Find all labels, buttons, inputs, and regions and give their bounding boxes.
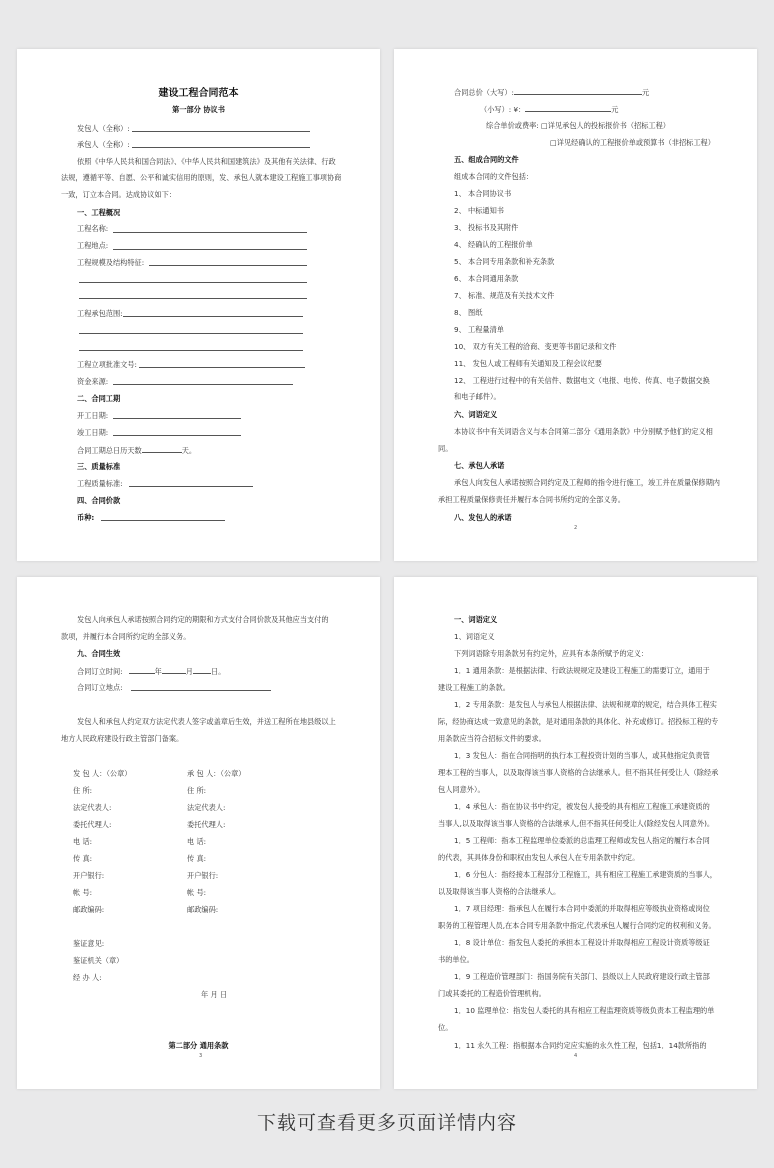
clause-line: 1．6 分包人：指经接本工程部分工程施工，具有相应工程施工承建资质的当事人， [454, 870, 717, 879]
verification-field: 经 办 人: [73, 973, 102, 982]
doc-item: 12、 工程进行过程中的有关信件、数据电文（电报、电传、传真、电子数据交换 [454, 376, 710, 385]
section-heading: 三、质量标准 [77, 462, 121, 471]
clause-line: 包人同意外）。 [438, 785, 485, 794]
blank-line [101, 520, 225, 521]
duration-suffix: 天。 [181, 446, 197, 455]
clause-line: 位。 [438, 1023, 453, 1032]
sign-date-label: 合同订立时间: [77, 667, 123, 676]
document-page-4 [394, 577, 757, 1089]
doc-item: 11、 发包人或工程师有关通知及工程会议纪要 [454, 359, 602, 368]
clause-line: 1．9 工程造价管理部门：指国务院有关部门、县级以上人民政府建设行政主管部 [454, 972, 710, 981]
contractor-label: 承包人（全称）: [77, 140, 130, 149]
signature-field: 电 话: [73, 837, 93, 846]
signature-field: 法定代表人: [73, 803, 112, 812]
document-page-1 [17, 49, 380, 561]
document-page-3 [17, 577, 380, 1089]
signature-field: 承 包 人：（公章） [187, 769, 246, 778]
doc-item: 5、 本合同专用条款和补充条款 [454, 257, 555, 266]
project-scope-label: 工程承包范围: [77, 309, 123, 318]
blank-line [113, 435, 241, 436]
signature-field: 委托代理人: [73, 820, 112, 829]
paragraph-line: 承包人向发包人承诺按照合同约定及工程师的指令进行施工，竣工并在质量保修期内 [454, 478, 720, 487]
signature-field: 法定代表人: [187, 803, 226, 812]
sign-place-label: 合同订立地点: [77, 683, 123, 692]
duration-prefix: 合同工期总日历天数 [77, 446, 142, 455]
page-title: 建设工程合同范本 [158, 88, 239, 99]
clause-line: 1．10 监理单位：指发包人委托的具有相应工程监理资质等级负责本工程监理的单 [454, 1006, 715, 1015]
intro-line: 一致，订立本合同。达成协议如下： [61, 190, 177, 199]
section-heading: 七、承包人承诺 [454, 461, 505, 470]
signature-field: 开户银行: [73, 871, 105, 880]
blank-line [113, 249, 307, 250]
total-price-upper [454, 87, 649, 97]
clause-line: 的代表，其具体身份和职权由发包人承包人在专用条款中约定。 [438, 853, 640, 862]
signature-field: 发 包 人：（公章） [73, 769, 132, 778]
blank-line [79, 282, 307, 283]
blank-line [142, 445, 182, 453]
signature-field: 传 真: [187, 854, 207, 863]
currency-label: 币种: [77, 513, 95, 522]
blank-line [139, 367, 305, 368]
rate-option: 综合单价或费率: □详见承包人的投标报价书（招标工程） [486, 121, 670, 130]
verification-date: 年 月 日 [201, 990, 228, 999]
doc-item: 3、 投标书及其附件 [454, 223, 519, 232]
signature-field: 开户银行: [187, 871, 219, 880]
blank-line [113, 232, 307, 233]
page-number: 4 [574, 1053, 578, 1059]
clause-line: 当事人,以及取得该当事人资格的合法继承人,但不指其任何受让人(除经发包人同意外)。 [438, 819, 715, 828]
contractor-blank [132, 147, 310, 148]
section-heading: 五、组成合同的文件 [454, 155, 519, 164]
section-heading: 四、合同价款 [77, 496, 121, 505]
paragraph-line: 同。 [438, 444, 453, 453]
docs-intro: 组成本合同的文件包括： [454, 172, 534, 181]
clause-line: 1．5 工程师：指本工程监理单位委派的总监理工程师或发包人指定的履行本合同 [454, 836, 710, 845]
blank-line [514, 87, 642, 95]
month-label: 月 [185, 667, 193, 676]
total-lower-label: （小写）: ¥： [480, 105, 526, 114]
signature-field: 传 真: [73, 854, 93, 863]
verification-field: 鉴证机关（章） [73, 956, 124, 965]
section-heading: 二、合同工期 [77, 394, 121, 403]
blank-line [129, 666, 155, 674]
sign-date [77, 666, 225, 676]
blank-line [162, 666, 186, 674]
clause-line: 1．3 发包人：指在合同指明的执行本工程投资计划的当事人，或其他指定负责管 [454, 751, 710, 760]
section-heading: 八、发包人的承诺 [454, 513, 512, 522]
total-price-lower [480, 104, 618, 114]
signature-field: 电 话: [187, 837, 207, 846]
finish-date-label: 竣工日期: [77, 428, 109, 437]
intro-line: 依照《中华人民共和国合同法》、《中华人民共和国建筑法》及其他有关法律、行政 [77, 157, 336, 166]
project-location-label: 工程地点: [77, 241, 109, 250]
year-label: 年 [154, 667, 162, 676]
clause-line: 1．11 永久工程：指根据本合同约定应实施的永久性工程，包括1．14款所指的 [454, 1041, 707, 1050]
verification-field: 鉴证意见: [73, 939, 105, 948]
approval-label: 工程立项批准文号: [77, 360, 137, 369]
unit-label: 元 [611, 105, 619, 114]
doc-item: 4、 经确认的工程报价单 [454, 240, 533, 249]
clause-line: 建设工程施工的条款。 [438, 683, 510, 692]
signature-field: 邮政编码: [73, 905, 105, 914]
clause-line: 门或其委托的工程造价管理机构。 [438, 989, 546, 998]
clause-line: 理本工程的当事人，以及取得该当事人资格的合法继承人。但不指其任何受让人（除经承 [438, 768, 719, 777]
blank-line [113, 384, 293, 385]
blank-line [525, 104, 611, 112]
clause-line: 1．4 承包人：指在协议书中约定，被发包人接受的具有相应工程施工承建资质的 [454, 802, 710, 811]
paragraph-line: 承担工程质量保修责任并履行本合同书所约定的全部义务。 [438, 495, 625, 504]
blank-line [79, 298, 307, 299]
section-heading: 一、词语定义 [454, 615, 498, 624]
clause-line: 书的单位。 [438, 955, 474, 964]
paragraph-line: 地方人民政府建设行政主管部门备案。 [61, 734, 184, 743]
part-heading: 第一部分 协议书 [172, 105, 225, 114]
doc-item: 9、 工程量清单 [454, 325, 504, 334]
blank-line [131, 690, 271, 691]
signature-field: 住 所: [187, 786, 207, 795]
clause-line: 下列词语除专用条款另有约定外，应具有本条所赋予的定义： [454, 649, 649, 658]
quality-label: 工程质量标准: [77, 479, 123, 488]
doc-item: 10、 双方有关工程的洽商、变更等书面记录和文件 [454, 342, 617, 351]
signature-field: 帐 号: [187, 888, 207, 897]
project-name-label: 工程名称: [77, 224, 109, 233]
part-heading: 第二部分 通用条款 [168, 1041, 229, 1050]
blank-line [79, 333, 303, 334]
document-page-2 [394, 49, 757, 561]
day-label: 日。 [210, 667, 226, 676]
doc-item: 7、 标准、规范及有关技术文件 [454, 291, 555, 300]
clause-line: 用条款应当符合招标文件的要求。 [438, 734, 546, 743]
doc-item: 2、 中标通知书 [454, 206, 504, 215]
unit-label: 元 [641, 88, 650, 97]
clause-line: 1．2 专用条款：是发包人与承包人根据法律、法规和规章的规定，结合具体工程实 [454, 700, 717, 709]
doc-item: 1、 本合同协议书 [454, 189, 512, 198]
signature-field: 住 所: [73, 786, 93, 795]
project-scale-label: 工程规模及结构特征: [77, 258, 145, 267]
clause-line: 际，经协商达成一致意见的条款，是对通用条款的具体化、补充或修订。招投标工程的专 [438, 717, 719, 726]
blank-line [193, 666, 211, 674]
duration-label [77, 445, 196, 455]
employer-label: 发包人（全称）: [77, 124, 130, 133]
paragraph-line: 款项，并履行本合同所约定的全部义务。 [61, 632, 191, 641]
doc-item: 6、 本合同通用条款 [454, 274, 519, 283]
blank-line [113, 418, 241, 419]
doc-item-cont: 和电子邮件）。 [454, 392, 501, 401]
paragraph-line: 本协议书中有关词语含义与本合同第二部分《通用条款》中分别赋予他们的定义相 [454, 427, 713, 436]
page-number: 3 [199, 1053, 203, 1059]
start-date-label: 开工日期: [77, 411, 109, 420]
doc-item: 8、 图纸 [454, 308, 483, 317]
rate-option: □详见经确认的工程报价单或预算书（非招标工程） [550, 138, 715, 147]
signature-field: 帐 号: [73, 888, 93, 897]
clause-line: 1．8 设计单位：指发包人委托的承担本工程设计并取得相应工程设计资质等级证 [454, 938, 710, 947]
section-heading: 一、工程概况 [77, 208, 121, 217]
blank-line [129, 486, 253, 487]
employer-blank [132, 131, 310, 132]
download-more-caption[interactable]: 下载可查看更多页面详情内容 [256, 1112, 517, 1134]
blank-line [149, 265, 307, 266]
blank-line [79, 350, 303, 351]
funds-label: 资金来源: [77, 377, 109, 386]
signature-field: 委托代理人: [187, 820, 226, 829]
paragraph-line: 发包人和承包人约定双方法定代表人签字或盖章后生效，并送工程所在地县级以上 [77, 717, 336, 726]
page-number: 2 [574, 525, 578, 531]
section-heading: 六、词语定义 [454, 410, 498, 419]
blank-line [123, 316, 303, 317]
clause-line: 以及取得该当事人资格的合法继承人。 [438, 887, 561, 896]
clause-line: 1、词语定义 [454, 632, 495, 641]
signature-field: 邮政编码: [187, 905, 219, 914]
clause-line: 职务的工程管理人员,在本合同专用条款中指定,代表承包人履行合同约定的权利和义务。 [438, 921, 716, 930]
clause-line: 1．7 项目经理：指承包人在履行本合同中委派的并取得相应等级执业资格或岗位 [454, 904, 710, 913]
paragraph-line: 发包人向承包人承诺按照合同约定的期限和方式支付合同价款及其他应当支付的 [77, 615, 329, 624]
total-upper-label: 合同总价（大写）: [454, 88, 514, 97]
intro-line: 法规，遵循平等、自愿、公平和诚实信用的原则，发、承包人就本建设工程施工事项协商 [61, 173, 342, 182]
clause-line: 1．1 通用条款：是根据法律、行政法规规定及建设工程施工的需要订立，通用于 [454, 666, 710, 675]
section-heading: 九、合同生效 [77, 649, 121, 658]
